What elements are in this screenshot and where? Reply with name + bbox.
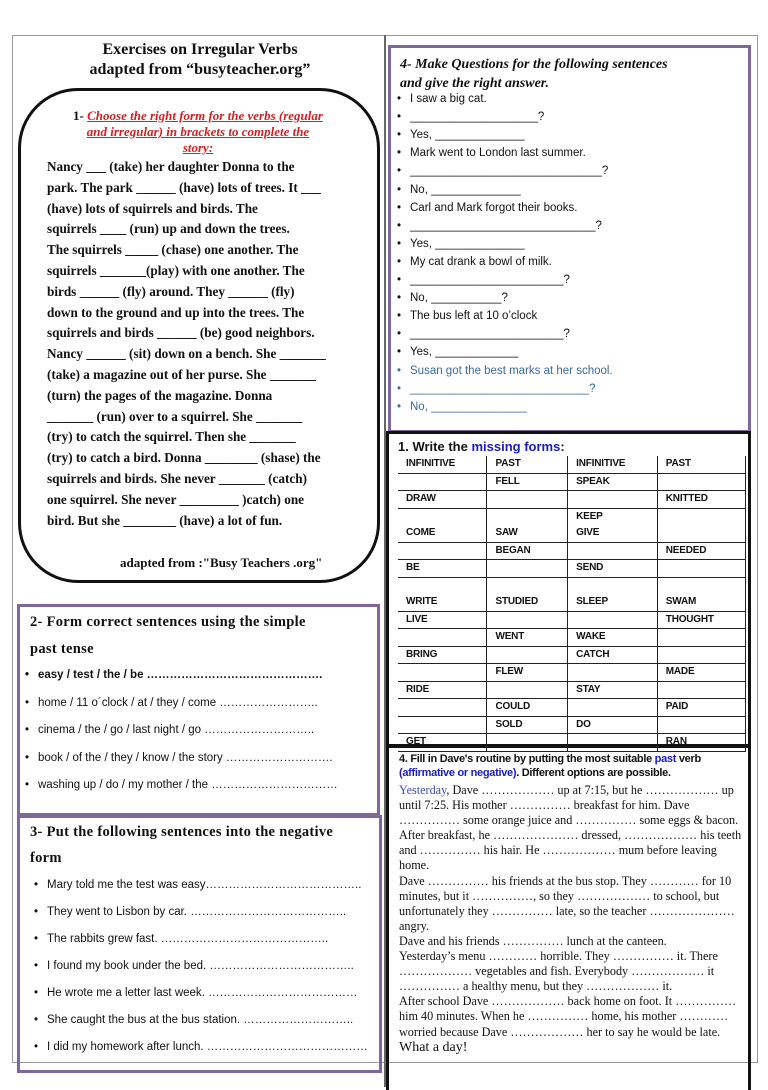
table-row — [398, 577, 746, 611]
table-row — [398, 542, 746, 560]
story-line: squirrels and birds ______ (be) good neighbors. — [47, 325, 315, 341]
table-cell: BEGAN — [487, 542, 568, 560]
routine-line: ……………… vegetables and fish. Everybody ……………… it — [399, 964, 715, 979]
list-item: • ________________________? — [410, 328, 570, 340]
table-cell — [657, 560, 745, 578]
list-item: • ______________________________? — [410, 165, 608, 177]
table-cell: WENT — [487, 629, 568, 647]
instruction-line: and irregular) in brackets to complete the — [86, 124, 310, 139]
table-cell: BE — [398, 560, 487, 578]
story-line: squirrels ____ (run) up and down the trees. — [47, 221, 290, 237]
story-line: birds ______ (fly) around. They ______ (fly) — [47, 283, 295, 299]
routine-line: Dave and his friends …………… lunch at the canteen. — [399, 933, 667, 948]
table-cell: RAN — [657, 734, 745, 752]
list-item: • book / of the / they / know / the story ………………………. — [38, 752, 333, 764]
missing-forms-title — [398, 439, 565, 454]
table-cell: GET — [398, 734, 487, 752]
table-cell: COULD — [487, 699, 568, 717]
verb-forms-table — [398, 456, 746, 752]
story-line: one squirrel. She never _________ )catch) one — [47, 491, 305, 507]
table-cell — [657, 681, 745, 699]
table-cell: SAW — [487, 508, 568, 542]
list-item: • I saw a big cat. — [410, 93, 487, 105]
story-line: down to the ground and up into the trees. The — [47, 304, 305, 320]
routine-line: After breakfast, he ………………… dressed, ……………… his teeth — [399, 828, 742, 843]
routine-line: until 7:25. His mother …………… breakfast for him. Dave — [399, 798, 690, 813]
story-line: (try) to catch the squirrel. Then she _______ — [47, 429, 296, 445]
list-item: • Yes, _____________ — [410, 346, 518, 358]
list-item: • home / 11 o´clock / at / they / come …………………….. — [38, 697, 318, 709]
list-item: • No, ______________ — [410, 184, 521, 196]
table-cell: KNITTED — [657, 491, 745, 509]
instruction-line: story: — [182, 140, 214, 155]
table-cell: KEEP GIVE — [568, 508, 658, 542]
table-cell — [657, 716, 745, 734]
table-cell: SLEEP — [568, 577, 658, 611]
instruction-text: verb — [676, 753, 701, 765]
table-cell: LIVE — [398, 611, 487, 629]
routine-line: Yesterday’s menu ………… horrible. They …………… it. There — [399, 949, 718, 964]
title-text: 1. Write the — [398, 439, 472, 454]
table-row — [398, 664, 746, 682]
table-cell — [568, 491, 658, 509]
table-cell — [398, 664, 487, 682]
list-item: • I did my homework after lunch. …………………………………… — [47, 1041, 368, 1053]
heading-line: 4- Make Questions for the following sentences — [400, 57, 668, 72]
table-cell: SWAM — [657, 577, 745, 611]
table-cell — [568, 611, 658, 629]
table-cell: NEEDED — [657, 542, 745, 560]
section-number: 1- — [73, 108, 88, 123]
table-cell: DRAW — [398, 491, 487, 509]
story-line: park. The park ______ (have) lots of trees. It ___ — [47, 179, 321, 195]
column-header: INFINITIVE — [568, 456, 658, 473]
routine-line: unfortunately they …………… late, so the teacher ………………… — [399, 903, 735, 918]
table-cell — [568, 699, 658, 717]
table-cell — [398, 473, 487, 491]
list-item: • My cat drank a bowl of milk. — [410, 256, 552, 268]
list-item: • _____________________________? — [410, 220, 602, 232]
table-cell — [657, 473, 745, 491]
section3-heading: form — [30, 850, 62, 866]
story-line: (try) to catch a bird. Donna ________ (shase) the — [47, 450, 321, 466]
table-cell — [568, 664, 658, 682]
list-item: • Mary told me the test was easy………………………………….. — [47, 879, 361, 891]
table-row — [398, 473, 746, 491]
story-line: _______ (run) over to a squirrel. She _______ — [47, 408, 303, 424]
table-cell: RIDE — [398, 681, 487, 699]
story-line: (take) a magazine out of her purse. She _______ — [47, 366, 316, 382]
routine-line: After school Dave ……………… back home on foot. It …………… — [399, 994, 737, 1009]
table-row — [398, 491, 746, 509]
list-item: • I found my book under the bed. ……………………………….. — [47, 960, 354, 972]
list-item: • Yes, ______________ — [410, 129, 525, 141]
routine-text — [399, 783, 747, 1055]
table-cell: COME — [398, 508, 487, 542]
routine-closing: What a day! — [399, 1039, 468, 1055]
table-cell — [398, 542, 487, 560]
column-header: PAST — [657, 456, 745, 473]
table-row — [398, 681, 746, 699]
routine-line: …………… a healthy menu, but they ……………… it. — [399, 979, 673, 994]
section3-heading: 3- Put the following sentences into the negative — [30, 824, 334, 840]
title-text: : — [560, 439, 565, 454]
table-cell: DO — [568, 716, 658, 734]
list-item: • They went to Lisbon by car. ………………………………….. — [47, 906, 346, 918]
story-credit: adapted from :"Busy Teachers .org" — [120, 555, 323, 570]
list-item: • ____________________________? — [410, 383, 595, 395]
routine-highlight: Yesterday — [399, 783, 447, 797]
list-item: • Susan got the best marks at her school. — [410, 365, 613, 377]
routine-line: minutes, but it ……………, so they ……………… to school, but — [399, 888, 720, 903]
routine-line: , Dave ……………… up at 7:15, but he ……………… up — [446, 783, 734, 797]
table-cell — [487, 611, 568, 629]
story-line: (have) lots of squirrels and birds. The — [47, 200, 258, 216]
table-row — [398, 560, 746, 578]
table-cell: STAY — [568, 681, 658, 699]
story-line: Nancy ______ (sit) down on a bench. She _______ — [47, 346, 326, 362]
table-cell — [568, 542, 658, 560]
instruction-highlight: past — [654, 753, 677, 765]
table-cell: BRING — [398, 646, 487, 664]
table-row — [398, 508, 746, 542]
table-cell — [398, 629, 487, 647]
story-line: (turn) the pages of the magazine. Donna — [47, 387, 273, 403]
table-row — [398, 646, 746, 664]
title-highlight: missing forms — [471, 439, 561, 454]
list-item: • The bus left at 10 o’clock — [410, 310, 537, 322]
routine-line: worried because Dave ……………… her to say he would be late. — [399, 1024, 721, 1039]
section2-heading: past tense — [30, 641, 94, 657]
table-cell: SPEAK — [568, 473, 658, 491]
story-line: The squirrels _____ (chase) one another. The — [47, 242, 299, 258]
table-row — [398, 716, 746, 734]
column-header: INFINITIVE — [398, 456, 487, 473]
list-item: • The rabbits grew fast. …………………………………….. — [47, 933, 328, 945]
story-line: bird. But she ________ (have) a lot of fun. — [47, 512, 283, 528]
list-item: • cinema / the / go / last night / go ……………………….. — [38, 724, 314, 736]
instruction-text: 4. Fill in Dave's routine by putting the most suitable — [399, 753, 655, 765]
table-cell — [487, 491, 568, 509]
table-cell — [487, 560, 568, 578]
routine-line: home. — [399, 858, 430, 873]
table-cell: CATCH — [568, 646, 658, 664]
story-text — [47, 157, 367, 531]
table-cell — [657, 646, 745, 664]
table-cell: THOUGHT — [657, 611, 745, 629]
table-cell — [487, 646, 568, 664]
section2-heading: 2- Form correct sentences using the simple — [30, 614, 306, 630]
table-cell: SEND — [568, 560, 658, 578]
title-line: adapted from “busyteacher.org” — [89, 61, 311, 78]
table-row — [398, 699, 746, 717]
list-item: • washing up / do / my mother / the …………………………… — [38, 779, 338, 791]
list-item: • ____________________? — [410, 111, 544, 123]
list-item: • He wrote me a letter last week. ………………………………… — [47, 987, 358, 999]
heading-line: and give the right answer. — [400, 76, 549, 91]
list-item: • ________________________? — [410, 274, 570, 286]
routine-instruction — [399, 752, 747, 780]
section4-heading — [400, 55, 745, 93]
title-line: Exercises on Irregular Verbs — [102, 41, 298, 58]
list-item: • Carl and Mark forgot their books. — [410, 202, 577, 214]
table-cell: FLEW — [487, 664, 568, 682]
story-line: Nancy ___ (take) her daughter Donna to the — [47, 159, 295, 174]
page-title — [20, 40, 380, 80]
list-item: • Yes, ______________ — [410, 238, 525, 250]
list-item: • Mark went to London last summer. — [410, 147, 586, 159]
instruction-text: . Different options are possible. — [516, 767, 671, 779]
table-cell: WRITE — [398, 577, 487, 611]
table-cell: WAKE — [568, 629, 658, 647]
table-cell — [657, 629, 745, 647]
instruction-line: Choose the right form for the verbs (regular — [87, 108, 323, 123]
routine-line: Dave …………… his friends at the bus stop. They ………… for 10 — [399, 873, 732, 888]
routine-line: …………… some orange juice and …………… some eggs & bacon. — [399, 813, 739, 828]
section1-instruction — [28, 108, 368, 156]
table-cell: PAID — [657, 699, 745, 717]
list-item: • easy / test / the / be ………………………………………. — [38, 669, 322, 681]
table-cell: STUDIED — [487, 577, 568, 611]
routine-line: him 40 minutes. When he …………… home, his mother ………… — [399, 1009, 729, 1024]
table-row — [398, 629, 746, 647]
list-item: • No, ___________? — [410, 292, 508, 304]
table-cell: SOLD — [487, 716, 568, 734]
table-cell — [657, 508, 745, 542]
table-cell: FELL — [487, 473, 568, 491]
list-item: • She caught the bus at the bus station. ……………………….. — [47, 1014, 353, 1026]
table-cell — [487, 681, 568, 699]
routine-line: angry. — [399, 918, 430, 933]
table-cell: MADE — [657, 664, 745, 682]
table-cell — [398, 716, 487, 734]
routine-section — [399, 752, 747, 1055]
table-row — [398, 611, 746, 629]
story-line: squirrels _______(play) with one another. The — [47, 262, 305, 278]
list-item: • No, _______________ — [410, 401, 527, 413]
table-cell — [398, 699, 487, 717]
story-line: squirrels and birds. She never _______ (catch) — [47, 470, 307, 486]
column-header: PAST — [487, 456, 568, 473]
routine-line: and …………… his hair. He ……………… mum before leaving — [399, 843, 717, 858]
instruction-highlight: (affirmative or negative) — [399, 767, 517, 779]
